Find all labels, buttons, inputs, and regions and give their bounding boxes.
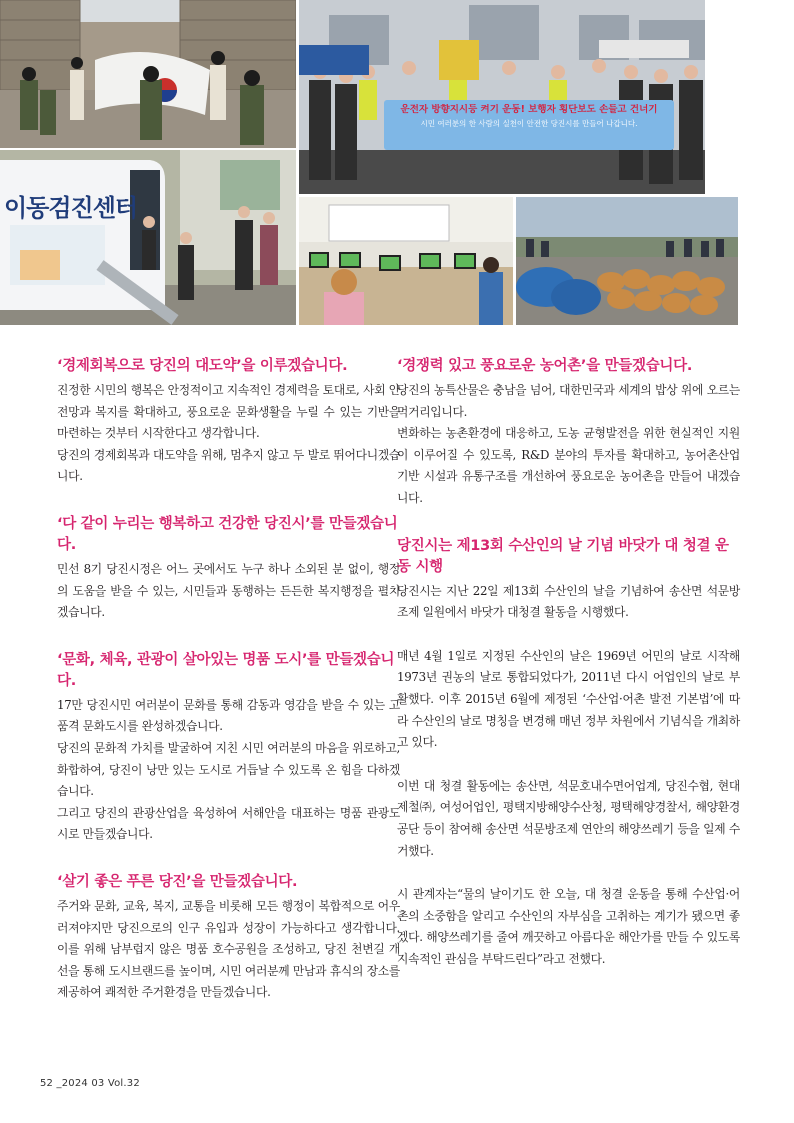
section-rural bbox=[397, 356, 740, 510]
section-heading: ‘문화, 체육, 관광이 살아있는 명품 도시’를 만들겠습니다. bbox=[57, 651, 395, 689]
page-folio: 52 _2024 03 Vol.32 bbox=[40, 1078, 140, 1089]
paragraph-gap bbox=[397, 862, 740, 884]
right-column bbox=[397, 356, 740, 996]
paragraph: 변화하는 농촌환경에 대응하고, 도농 균형발전을 위한 현실적인 지원이 이루어질 수 있도록, R&D 분야의 투자를 확대하고, 농어촌산업 기반 시설과 유통구조를 개선하여 풍요로운 농어촌을 만들어 내겠습니다. bbox=[397, 426, 740, 505]
paragraph: 진정한 시민의 행복은 안정적이고 지속적인 경제력을 토대로, 사회 안전망과 복지를 확대하고, 풍요로운 문화생활을 누릴 수 있는 기반을 마련하는 것부터 시작한다고 생각합니다. bbox=[57, 383, 400, 441]
paragraph: 주거와 문화, 교육, 복지, 교통을 비롯해 모든 행정이 복합적으로 어우러져야지만 당진으로의 인구 유입과 성장이 가능하다고 생각합니다. 이를 위해 남부럽지 않은 명품 호수공원을 조성하고, 당진 천변길 개선을 통해 도시브랜드를 높이며, 시민 여러분께 만남과 휴식의 장소를 제공하여 쾌적한 주거환경을 만들겠습니다. bbox=[57, 898, 400, 1000]
paragraph: 이번 대 청결 활동에는 송산면, 석문호내수면어업계, 당진수협, 현대제철㈜, 여성어업인, 평택지방해양수산청, 평택해양경찰서, 해양환경공단 등이 참여해 송산면 석문방조제 연안의 해양쓰레기 등을 일제 수거했다. bbox=[397, 778, 740, 858]
section-heading: ‘경제회복으로 당진의 대도약’을 이루겠습니다. bbox=[57, 358, 348, 374]
paragraph: 매년 4월 1일로 지정된 수산인의 날은 1969년 어민의 날로 시작해 1973년 권농의 날로 통합되었다가, 2011년 다시 어업인의 날로 부활했다. 이후 2015년 6월에 제정된 ‘수산업·어촌 발전 기본법’에 따라 수산인의 날로 명칭을 변경해 매년 정부 차원에서 기념식을 개최하고 있다. bbox=[397, 648, 740, 750]
paragraph: 당진의 경제회복과 대도약을 위해, 멈추지 않고 두 발로 뛰어다니겠습니다. bbox=[57, 447, 400, 484]
photo-campaign bbox=[299, 0, 705, 194]
paragraph-gap bbox=[397, 754, 740, 776]
section-heading: ‘다 같이 누리는 행복하고 건강한 당진시’를 만들겠습니다. bbox=[57, 515, 398, 553]
section-fishery-day bbox=[397, 536, 740, 971]
photo-ceremony bbox=[0, 0, 296, 148]
paragraph: 시 관계자는“물의 날이기도 한 오늘, 대 청결 운동을 통해 수산업·어촌의 소중함을 알리고 수산인의 자부심을 고취하는 계기가 됐으면 좋겠다. 해양쓰레기를 줄여 깨끗하고 아름다운 해안가를 만들 수 있도록 지속적인 관심을 부탁드린다”라고 전했다. bbox=[397, 887, 740, 966]
paragraph: 당진시는 지난 22일 제13회 수산인의 날을 기념하여 송산면 석문방조제 일원에서 바닷가 대청결 활동을 시행했다. bbox=[397, 583, 740, 620]
campaign-banner-sub: 시민 여러분의 한 사람의 실천이 안전한 당진시를 만들어 나갑니다. bbox=[420, 119, 638, 128]
paragraph-gap bbox=[397, 624, 740, 646]
paragraph: 그리고 당진의 관광산업을 육성하여 서해안을 대표하는 명품 관광도시로 만들겠습니다. bbox=[57, 805, 400, 842]
section-heading: 당진시는 제13회 수산인의 날 기념 바닷가 대 청결 운동 시행 bbox=[397, 537, 729, 575]
photo-mobile-checkup bbox=[0, 150, 296, 325]
campaign-banner-main: 운전자 방향지시등 켜기 운동! 보행자 횡단보도 손들고 건너기 bbox=[400, 104, 658, 115]
section-welfare bbox=[57, 514, 400, 624]
left-column bbox=[57, 356, 400, 1030]
paragraph: 당진의 농특산물은 충남을 넘어, 대한민국과 세계의 밥상 위에 오르는 먹거리입니다. bbox=[397, 383, 740, 419]
section-green-city bbox=[57, 872, 400, 1004]
section-economy bbox=[57, 356, 400, 488]
photo-classroom bbox=[299, 197, 513, 325]
paragraph: 민선 8기 당진시정은 어느 곳에서도 누구 하나 소외된 분 없이, 행정의 도움을 받을 수 있는, 시민들과 동행하는 든든한 복지행정을 펼치겠습니다. bbox=[57, 561, 400, 620]
paragraph: 당진의 문화적 가치를 발굴하여 지친 시민 여러분의 마음을 위로하고, 화합하여, 당진이 낭만 있는 도시로 거듭날 수 있도록 온 힘을 다하겠습니다. bbox=[57, 740, 400, 799]
paragraph: 17만 당진시민 여러분이 문화를 통해 감동과 영감을 받을 수 있는 고품격 문화도시를 완성하겠습니다. bbox=[57, 697, 400, 734]
section-heading: ‘살기 좋은 푸른 당진’을 만들겠습니다. bbox=[57, 873, 298, 890]
section-culture bbox=[57, 650, 400, 846]
section-heading: ‘경쟁력 있고 풍요로운 농어촌’을 만들겠습니다. bbox=[397, 358, 693, 374]
photo-cleanup bbox=[516, 197, 738, 325]
bus-label: 이동검진센터 bbox=[4, 194, 138, 222]
